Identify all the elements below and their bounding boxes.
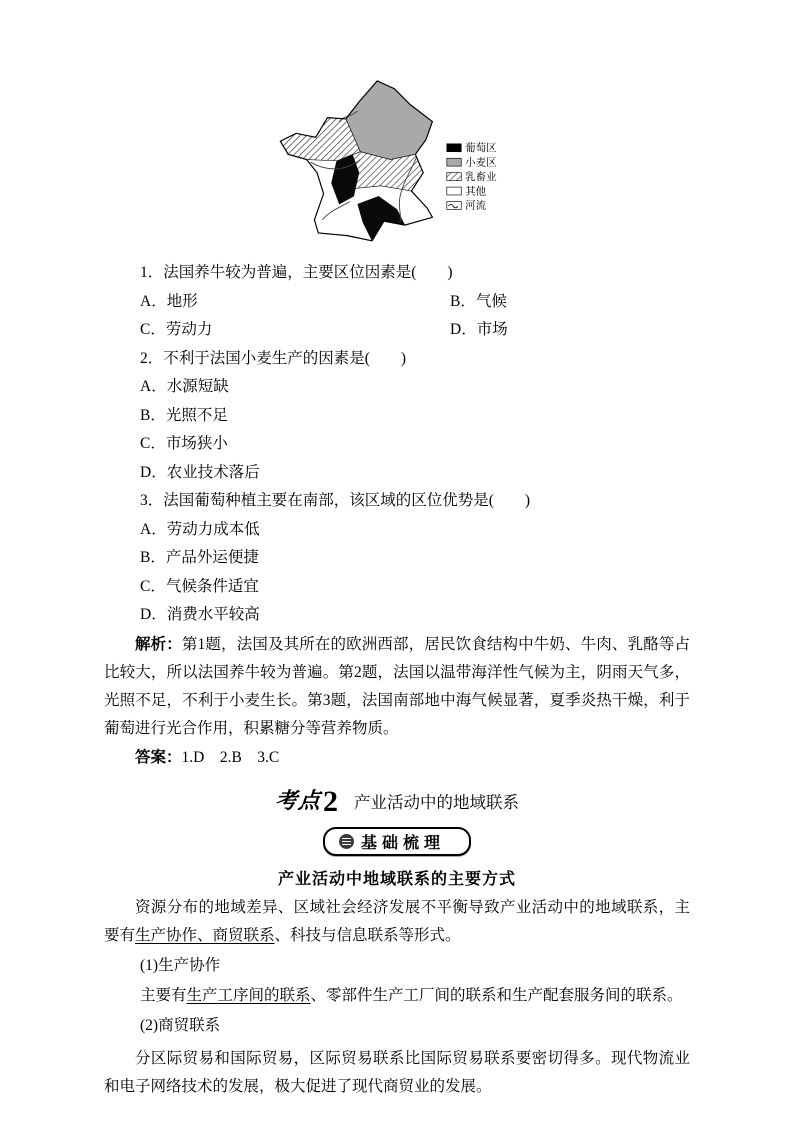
subsection-title: 产业活动中地域联系的主要方式 — [277, 870, 516, 888]
item-1-text — [104, 982, 690, 1010]
france-agriculture-map — [104, 78, 690, 249]
legend-label-vineyard: 葡萄区 — [465, 143, 497, 155]
legend-swatch-wheat — [447, 158, 461, 166]
item-2-text: 分区际贸易和国际贸易，区际贸易联系比国际贸易联系要密切得多。现代物流业和电子网络技术的发展，极大促进了现代商贸业的发展。 — [104, 1049, 690, 1095]
book-icon — [339, 834, 354, 849]
option-d: D．农业技术落后 — [140, 463, 260, 481]
option-a: A．地形 — [140, 292, 198, 310]
answer-label: 答案： — [135, 748, 182, 766]
overview-underlined: 生产协作、商贸联系 — [135, 926, 275, 944]
analysis-paragraph — [104, 631, 690, 743]
question-block — [104, 259, 690, 630]
map-legend — [447, 141, 497, 212]
paragraph-overview — [104, 894, 690, 950]
option-d: D．消费水平较高 — [140, 606, 260, 623]
item-1-heading: (1)生产协作 — [140, 956, 221, 974]
overview-text: 资源分布的地域差异、区域社会经济发展不平衡导致产业活动中的地域联系，主要有 — [104, 898, 690, 944]
kaodian-title: 产业活动中的地域联系 — [354, 792, 519, 812]
option-b: B．产品外运便捷 — [140, 549, 259, 566]
option-b: B．光照不足 — [140, 406, 228, 424]
kaodian-label: 考点 — [274, 787, 322, 813]
map-regions — [280, 81, 432, 241]
kaodian-number: 2 — [323, 784, 338, 818]
france-map-svg — [279, 78, 515, 249]
legend-swatch-vineyard — [447, 144, 461, 152]
option-c: C．市场狭小 — [140, 435, 228, 452]
badge-label: 基础梳理 — [360, 834, 445, 852]
answer-line — [104, 744, 690, 772]
legend-swatch-dairy — [447, 173, 461, 181]
option-c: C．气候条件适宜 — [140, 577, 259, 595]
question-3-stem: 3．法国葡萄种植主要在南部，该区域的区位优势是( ) — [140, 492, 531, 509]
analysis-text: 第1题，法国及其所在的欧洲西部，居民饮食结构中牛奶、牛肉、乳酪等占比较大，所以法国养牛较为普遍。第2题，法国以温带海洋性气候为主，阴雨天气多，光照不足，不利于小麦生长。第3题，法国南部地中海气候显著，夏季炎热干燥，利于葡萄进行光合作用，积累糖分等营养物质。 — [104, 635, 690, 737]
section-heading — [104, 784, 690, 821]
question-1-options — [104, 288, 690, 345]
option-d: D．市场 — [450, 321, 508, 338]
legend-label-wheat: 小麦区 — [465, 157, 497, 169]
option-c: C．劳动力 — [140, 321, 213, 338]
item-1-tail: 、零部件生产工厂间的联系和生产配套服务间的联系。 — [310, 986, 683, 1004]
question-1-stem: 1．法国养牛较为普遍，主要区位因素是( ) — [140, 264, 453, 281]
option-a: A．水源短缺 — [140, 378, 229, 395]
question-2-stem: 2．不利于法国小麦生产的因素是( ) — [140, 349, 407, 367]
legend-label-dairy: 乳畜业 — [465, 171, 497, 183]
answer-text: 1.D 2.B 3.C — [181, 748, 280, 766]
item-1-underlined: 生产工序间的联系 — [186, 986, 311, 1004]
legend-label-other: 其他 — [465, 186, 487, 198]
item-2-heading: (2)商贸联系 — [140, 1016, 221, 1034]
analysis-label: 解析： — [135, 635, 182, 653]
basics-review-badge — [323, 827, 471, 856]
option-b: B．气候 — [450, 292, 507, 310]
legend-label-river: 河流 — [465, 200, 487, 212]
option-a: A．劳动力成本低 — [140, 520, 260, 538]
item-1-pre: 主要有 — [140, 986, 187, 1004]
legend-swatch-other — [447, 187, 461, 195]
overview-text-tail: 、科技与信息联系等形式。 — [274, 926, 461, 944]
badge-row — [104, 827, 690, 856]
region-dairy-northwest — [280, 118, 360, 161]
